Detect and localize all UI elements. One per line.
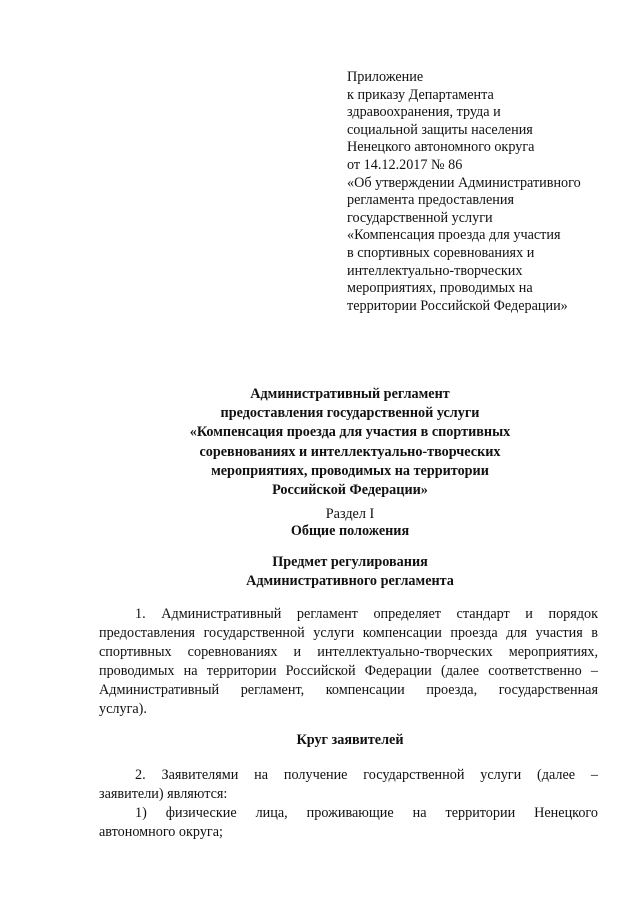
appendix-block xyxy=(347,69,617,315)
appendix-line: территории Российской Федерации» xyxy=(347,297,568,314)
paragraph-line: предоставления государственной услуги компенсации проезда для участия в xyxy=(99,625,598,641)
paragraph-1 xyxy=(99,605,598,719)
paragraph-line: 1) физические лица, проживающие на территории Ненецкого xyxy=(135,805,598,821)
paragraph-line: услуга). xyxy=(99,701,147,717)
applicants-heading: Круг заявителей xyxy=(296,732,404,748)
appendix-line: социальной защиты населения xyxy=(347,121,533,138)
appendix-line: в спортивных соревнованиях и xyxy=(347,244,535,261)
paragraph-2 xyxy=(99,766,598,842)
title-line: Административный регламент xyxy=(250,386,450,402)
title-line: Российской Федерации» xyxy=(272,482,428,499)
paragraph-line: проводимых на территории Российской Федерации (далее соответственно – xyxy=(99,663,598,679)
paragraph-line: заявители) являются: xyxy=(99,786,228,802)
paragraph-line: спортивных соревнованиях и интеллектуально-творческих мероприятиях, xyxy=(99,644,598,660)
title-line: «Компенсация проезда для участия в спортивных xyxy=(189,424,511,441)
paragraph-line: автономного округа; xyxy=(99,824,223,840)
subject-heading-line: Административного регламента xyxy=(246,573,454,589)
appendix-line: Ненецкого автономного округа xyxy=(347,139,535,156)
title-line: соревнованиях и интеллектуально-творческих xyxy=(199,443,501,460)
appendix-line: государственной услуги xyxy=(347,209,493,226)
paragraph-line: 1. Административный регламент определяет стандарт и порядок xyxy=(135,606,598,622)
appendix-line: регламента предоставления xyxy=(347,192,514,209)
document-title xyxy=(140,385,560,500)
appendix-line: интеллектуально-творческих xyxy=(347,262,523,279)
appendix-line: Приложение xyxy=(347,69,424,85)
title-line: мероприятиях, проводимых на территории xyxy=(211,462,489,479)
section-title: Общие положения xyxy=(290,523,410,539)
appendix-line: от 14.12.2017 № 86 xyxy=(347,156,463,173)
appendix-line: мероприятиях, проводимых на xyxy=(347,280,533,297)
appendix-line: «Об утверждении Административного xyxy=(347,174,581,191)
subject-heading-line: Предмет регулирования xyxy=(272,554,428,570)
section-number: Раздел I xyxy=(325,506,375,522)
paragraph-line: 2. Заявителями на получение государственной услуги (далее – xyxy=(135,767,598,783)
appendix-line: «Компенсация проезда для участия xyxy=(347,227,561,244)
appendix-line: к приказу Департамента xyxy=(347,86,494,103)
title-line: предоставления государственной услуги xyxy=(220,405,480,422)
paragraph-line: Административный регламент, компенсации проезда, государственная xyxy=(99,682,598,698)
appendix-line: здравоохранения, труда и xyxy=(347,104,501,121)
subject-heading xyxy=(200,553,500,591)
